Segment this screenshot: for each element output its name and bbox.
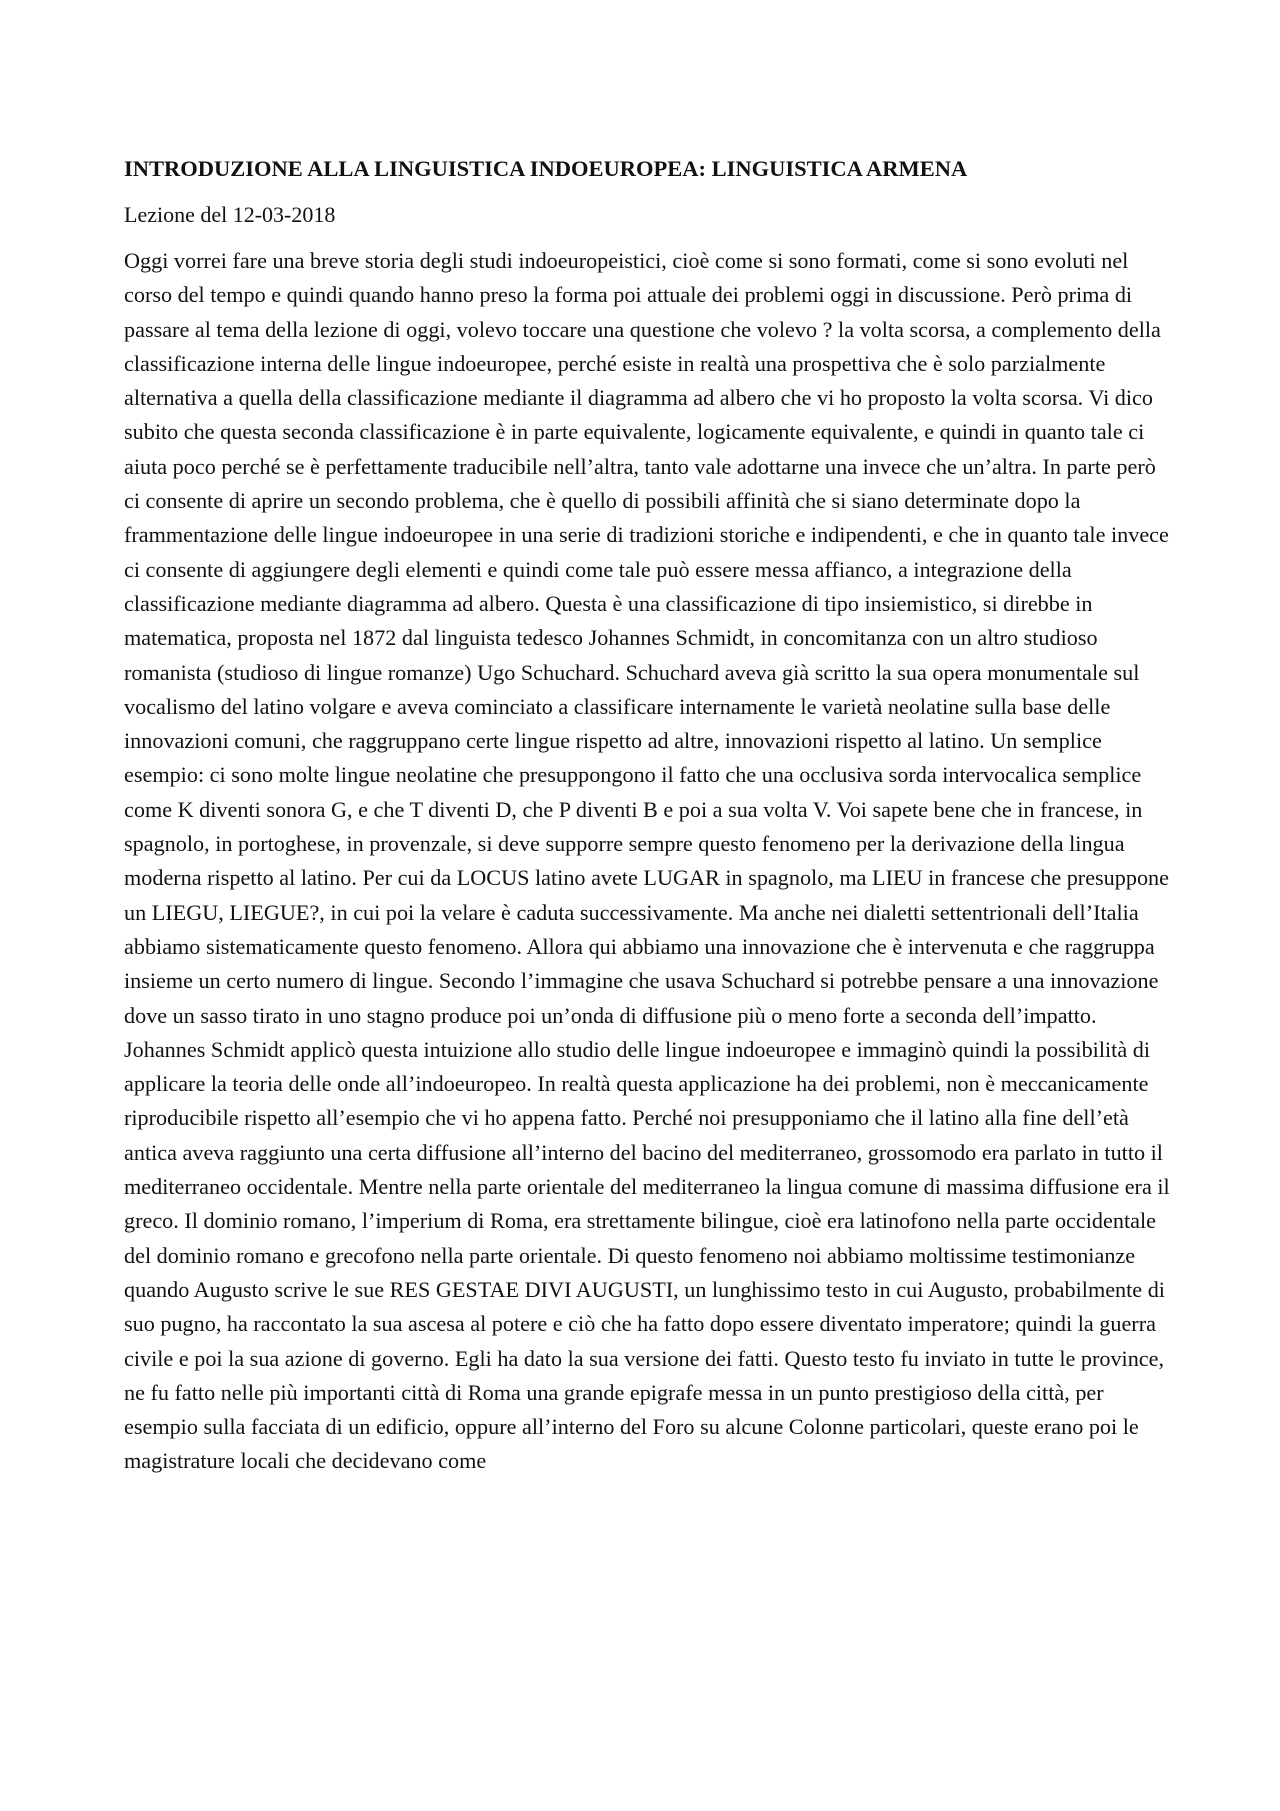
document-content bbox=[124, 154, 1174, 1479]
lesson-date: Lezione del 12-03-2018 bbox=[124, 202, 336, 227]
document-title: INTRODUZIONE ALLA LINGUISTICA INDOEUROPEA: LINGUISTICA ARMENA bbox=[124, 156, 968, 181]
body-paragraph: Oggi vorrei fare una breve storia degli studi indoeuropeistici, cioè come si sono formati, come si sono evoluti nel corso del tempo e quindi quando hanno preso la forma poi attuale dei problemi oggi in discussione. Però prima di passare al tema della lezione di oggi, volevo toccare una questione che volevo ? la volta scorsa, a complemento della classificazione interna delle lingue indoeuropee, perché esiste in realtà una prospettiva che è solo parzialmente alternativa a quella della classificazione mediante il diagramma ad albero che vi ho proposto la volta scorsa. Vi dico subito che questa seconda classificazione è in parte equivalente, logicamente equivalente, e quindi in quanto tale ci aiuta poco perché se è perfettamente traducibile nell’altra, tanto vale adottarne una invece che un’altra. In parte però ci consente di aprire un secondo problema, che è quello di possibili affinità che si siano determinate dopo la frammentazione delle lingue indoeuropee in una serie di tradizioni storiche e indipendenti, e che in quanto tale invece ci consente di aggiungere degli elementi e quindi come tale può essere messa affianco, a integrazione della classificazione mediante diagramma ad albero. Questa è una classificazione di tipo insiemistico, si direbbe in matematica, proposta nel 1872 dal linguista tedesco Johannes Schmidt, in concomitanza con un altro studioso romanista (studioso di lingue romanze) Ugo Schuchard. Schuchard aveva già scritto la sua opera monumentale sul vocalismo del latino volgare e aveva cominciato a classificare internamente le varietà neolatine sulla base delle innovazioni comuni, che raggruppano certe lingue rispetto ad altre, innovazioni rispetto al latino. Un semplice esempio: ci sono molte lingue neolatine che presuppongono il fatto che una occlusiva sorda intervocalica semplice come K diventi sonora G, e che T diventi D, che P diventi B e poi a sua volta V. Voi sapete bene che in francese, in spagnolo, in portoghese, in provenzale, si deve supporre sempre questo fenomeno per la derivazione della lingua moderna rispetto al latino. Per cui da LOCUS latino avete LUGAR in spagnolo, ma LIEU in francese che presuppone un LIEGU, LIEGUE?, in cui poi la velare è caduta successivamente. Ma anche nei dialetti settentrionali dell’Italia abbiamo sistematicamente questo fenomeno. Allora qui abbiamo una innovazione che è intervenuta e che raggruppa insieme un certo numero di lingue. Secondo l’immagine che usava Schuchard si potrebbe pensare a una innovazione dove un sasso tirato in uno stagno produce poi un’onda di diffusione più o meno forte a seconda dell’impatto. Johannes Schmidt applicò questa intuizione allo studio delle lingue indoeuropee e immaginò quindi la possibilità di applicare la teoria delle onde all’indoeuropeo. In realtà questa applicazione ha dei problemi, non è meccanicamente riproducibile rispetto all’esempio che vi ho appena fatto. Perché noi presupponiamo che il latino alla fine dell’età antica aveva raggiunto una certa diffusione all’interno del bacino del mediterraneo, grossomodo era parlato in tutto il mediterraneo occidentale. Mentre nella parte orientale del mediterraneo la lingua comune di massima diffusione era il greco. Il dominio romano, l’imperium di Roma, era strettamente bilingue, cioè era latinofono nella parte occidentale del dominio romano e grecofono nella parte orientale. Di questo fenomeno noi abbiamo moltissime testimonianze quando Augusto scrive le sue RES GESTAE DIVI AUGUSTI, un lunghissimo testo in cui Augusto, probabilmente di suo pugno, ha raccontato la sua ascesa al potere e ciò che ha fatto dopo essere diventato imperatore; quindi la guerra civile e poi la sua azione di governo. Egli ha dato la sua versione dei fatti. Questo testo fu inviato in tutte le province, ne fu fatto nelle più importanti città di Roma una grande epigrafe messa in un punto prestigioso della città, per esempio sulla facciata di un edificio, oppure all’interno del Foro su alcune Colonne particolari, queste erano poi le magistrature locali che decidevano come bbox=[124, 248, 1170, 1474]
